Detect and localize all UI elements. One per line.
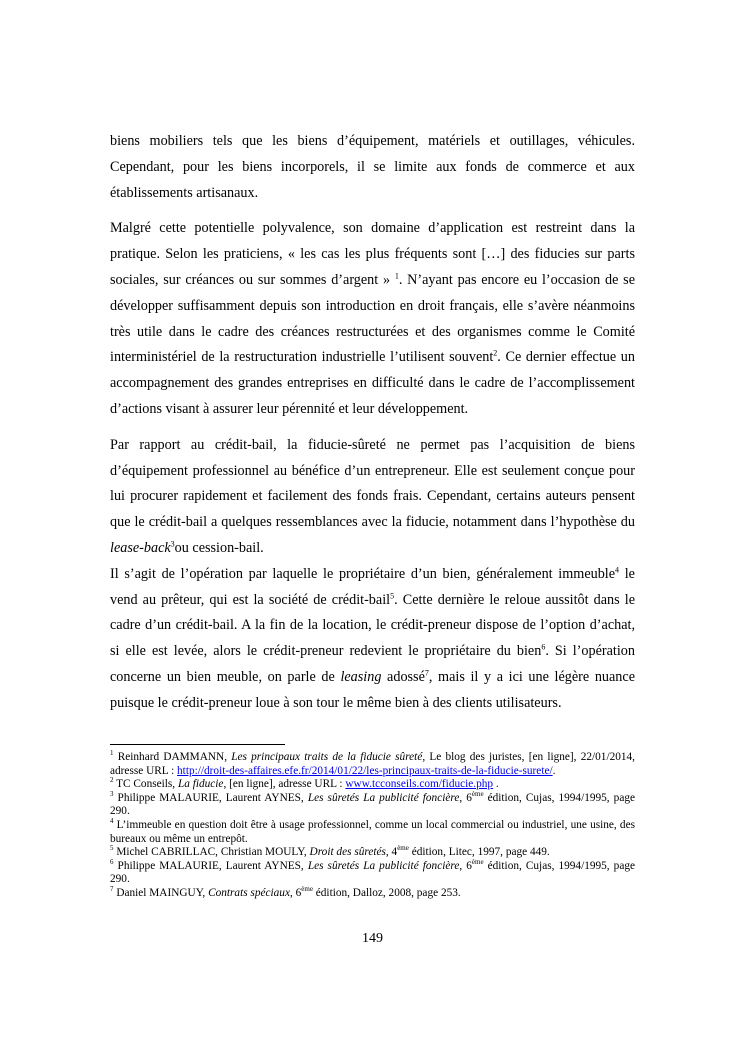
emphasis-lease-back: lease-back xyxy=(110,539,171,556)
footnote-title: Les principaux traits de la fiducie sûreté xyxy=(231,751,423,763)
paragraph-1-text: biens mobiliers tels que les biens d’équipement, matériels et outillages, véhicules. Cependant, pour les biens incorporels, il se limite aux fonds de commerce et aux établissements artisanaux. xyxy=(110,133,635,201)
paragraph-3 xyxy=(110,433,635,562)
footnote-number: 6 xyxy=(110,857,114,866)
footnote-ref-1[interactable]: 1 xyxy=(394,271,399,281)
footnote-text: Reinhard DAMMANN, xyxy=(113,751,232,763)
emphasis-leasing: leasing xyxy=(340,668,382,685)
footnote-1 xyxy=(110,751,635,778)
paragraph-4-text: le vend au prêteur, qui est la société de crédit-bail xyxy=(110,565,635,608)
footnote-ref-6[interactable]: 6 xyxy=(541,642,546,652)
footnote-text: , 6 xyxy=(289,886,302,899)
footnote-text: , Le blog des juristes, [en ligne], 22/01/2014, adresse URL : xyxy=(110,751,635,777)
footnote-text: Michel CABRILLAC, Christian MOULY, xyxy=(113,846,310,859)
footnote-number: 4 xyxy=(110,817,114,826)
paragraph-2 xyxy=(110,216,635,422)
footnote-title: Les sûretés La publicité foncière xyxy=(307,791,460,804)
body-text xyxy=(110,129,635,717)
footnote-number: 2 xyxy=(110,776,114,785)
edition-superscript: ème xyxy=(471,857,484,866)
paragraph-1 xyxy=(110,129,635,206)
footnote-text: , 4 xyxy=(385,846,398,859)
footnote-ref-5[interactable]: 5 xyxy=(390,590,395,600)
footnote-text: TC Conseils, xyxy=(113,778,178,791)
edition-superscript: ème xyxy=(471,790,484,799)
paragraph-4-text: . Si l’opération concerne un bien meuble, on parle de xyxy=(110,643,635,685)
footnote-text: édition, Cujas, 1994/1995, page 290. xyxy=(110,791,636,818)
footnote-7 xyxy=(110,887,635,901)
footnote-ref-2[interactable]: 2 xyxy=(493,348,498,358)
footnotes xyxy=(110,751,635,901)
paragraph-4-text: . Cette dernière le reloue aussitôt dans le cadre d’un crédit-bail. A la fin de la location, le crédit-preneur dispose de l’option d’achat, si elle est levée, alors le crédit-preneur redevient le propriétaire du bien xyxy=(110,591,635,660)
paragraph-2-text: . Ce dernier effectue un accompagnement des grandes entreprises en difficulté dans le cadre de l’accomplissement d’actions visant à assurer leur pérennité et leur développement. xyxy=(110,349,635,417)
footnote-link[interactable]: www.tcconseils.com/fiducie.php xyxy=(345,778,494,791)
paragraph-4-text: , mais il y a ici une légère nuance puisque le crédit-preneur loue à son tour le même bien à des clients utilisateurs. xyxy=(110,668,635,711)
footnote-title: Les sûretés La publicité foncière xyxy=(307,859,460,872)
footnote-number: 7 xyxy=(110,885,114,894)
paragraph-4 xyxy=(110,562,635,717)
paragraph-3-text: Par rapport au crédit-bail, la fiducie-sûreté ne permet pas l’acquisition de biens d’équipement professionnel au bénéfice d’un entrepreneur. Elle est seulement conçue pour lui procurer rapidement et facilement des fonds frais. Cependant, certains auteurs pensent que le crédit-bail a quelques ressemblances avec la fiducie, notamment dans l’hypothèse du xyxy=(110,436,635,531)
footnote-5 xyxy=(110,846,635,860)
footnote-4 xyxy=(110,819,635,846)
paragraph-2-text: . N’ayant pas encore eu l’occasion de se développer suffisamment depuis son introduction en droit français, elle s’avère néanmoins très utile dans le cadre des créances restructurées et des organismes comme le Comité interministériel de la restructuration industrielle l’utilisent souvent xyxy=(110,271,635,366)
paragraph-4-text: adossé xyxy=(381,668,425,685)
paragraph-2-text: Malgré cette potentielle polyvalence, son domaine d’application est restreint dans la pratique. Selon les praticiens, « les cas les plus fréquents sont […] des fiducies sur parts sociales, sur créances ou sur sommes d’argent » xyxy=(110,220,635,288)
footnote-text: , 6 xyxy=(459,791,472,804)
page-number: 149 xyxy=(362,931,383,946)
footnote-number: 3 xyxy=(110,790,114,799)
footnote-text: , [en ligne], adresse URL : xyxy=(223,778,346,791)
footnote-text: édition, Cujas, 1994/1995, page 290. xyxy=(110,859,636,886)
footnote-text: Daniel MAINGUY, xyxy=(113,886,209,899)
footnote-text: , 6 xyxy=(459,859,472,872)
footnote-number: 5 xyxy=(110,844,114,853)
footnote-text: . xyxy=(493,778,499,791)
footnote-3 xyxy=(110,792,635,819)
edition-superscript: ème xyxy=(301,885,313,894)
footnote-title: Contrats spéciaux xyxy=(208,886,290,899)
footnote-6 xyxy=(110,857,636,887)
footnote-ref-7[interactable]: 7 xyxy=(424,668,429,678)
footnote-text: édition, Litec, 1997, page 449. xyxy=(408,846,550,859)
footnote-ref-3[interactable]: 3 xyxy=(170,539,175,549)
paragraph-3-text: ou cession-bail. xyxy=(174,539,264,556)
footnote-text: Philippe MALAURIE, Laurent AYNES, xyxy=(113,791,308,804)
footnote-title: La fiducie xyxy=(177,778,224,791)
footnote-text: . xyxy=(552,764,556,777)
footnote-title: Droit des sûretés xyxy=(309,846,386,859)
footnote-text: L’immeuble en question doit être à usage professionnel, comme un local commercial ou industriel, une usine, des bureaux ou même un entrepôt. xyxy=(110,818,635,845)
footnote-2 xyxy=(110,778,635,792)
edition-superscript: ème xyxy=(397,844,409,853)
footnote-separator xyxy=(110,744,285,745)
paragraph-4-text: Il s’agit de l’opération par laquelle le propriétaire d’un bien, généralement immeuble xyxy=(110,565,616,582)
footnote-text: édition, Dalloz, 2008, page 253. xyxy=(312,886,461,899)
footnote-text: Philippe MALAURIE, Laurent AYNES, xyxy=(113,859,308,872)
footnote-link[interactable]: http://droit-des-affaires.efe.fr/2014/01/22/les-principaux-traits-de-la-fiducie-surete/ xyxy=(177,764,553,777)
footnote-ref-4[interactable]: 4 xyxy=(615,565,620,575)
footnote-number: 1 xyxy=(110,749,114,758)
